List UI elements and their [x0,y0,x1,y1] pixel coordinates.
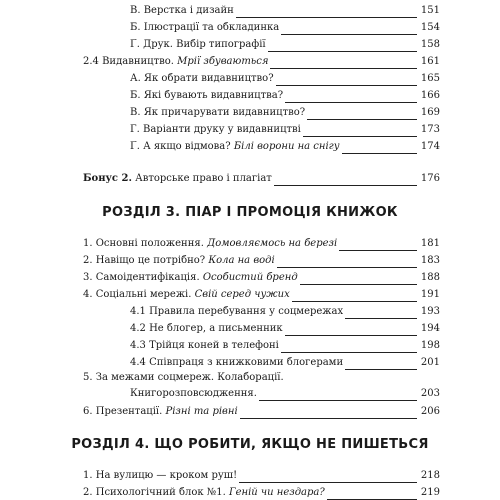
toc-page-number: 154 [420,22,440,33]
toc-entry-prefix: 4. Соціальні мережі. [83,289,195,300]
dot-leader [345,318,417,319]
dot-leader [270,68,416,69]
toc-entry-subtitle: Геній чи нездара? [228,487,325,498]
toc-entry [130,104,440,120]
toc-entry-subtitle: Свій серед чужих [194,289,290,300]
toc-page-number: 173 [420,124,440,135]
toc-page-number: 191 [420,289,440,300]
dot-leader [276,85,417,86]
toc-entry [130,121,440,137]
bonus-label: Бонус 2. [83,173,132,184]
toc-entry [130,19,440,35]
toc-entry [83,53,440,69]
toc-entry-title: 1. На вулицю — кроком руш! [83,470,238,481]
toc-entry-subtitle: Особистий бренд [202,272,298,283]
dot-leader [307,119,417,120]
section-heading: РОЗДІЛ 4. ЩО РОБИТИ, ЯКЩО НЕ ПИШЕТЬСЯ [71,437,429,452]
toc-entry [83,286,440,302]
dot-leader [240,418,417,419]
toc-entry-title: 4.1 Правила перебування у соцмережах [130,306,344,317]
toc-page-number: 169 [420,107,440,118]
dot-leader [285,335,417,336]
dot-leader [259,400,417,401]
toc-page-number: 176 [420,173,440,184]
toc-entry-title: Б. Які бувають видавництва? [130,90,284,101]
toc-entry-bonus [83,170,440,186]
toc-entry-title: 4.2 Не блогер, а письменник [130,323,283,334]
toc-entry [130,138,440,154]
toc-entry-title: Г. Варіанти друку у видавництві [130,124,301,135]
dot-leader [281,34,417,35]
toc-entry-subtitle: Білі ворони на снігу [233,141,340,152]
toc-subentry [130,337,440,353]
toc-entry-prefix: 6. Презентації. [83,406,166,417]
dot-leader [300,284,417,285]
toc-entry [83,269,440,285]
toc-page-number: 203 [420,388,440,399]
toc-entry-title [83,406,238,419]
toc-page-number: 181 [420,238,440,249]
toc-entry [83,467,440,483]
dot-leader [277,267,417,268]
bonus-title: Авторське право і плагіат [131,173,272,184]
toc-entry-title: Книгорозповсюдження. [130,388,257,399]
dot-leader [303,136,417,137]
toc-entry-title: Б. Ілюстрації та обкладинка [130,22,280,33]
toc-entry-title: 4.4 Співпраця з книжковими блогерами [130,357,344,368]
toc-page-number: 219 [420,487,440,498]
dot-leader [285,102,417,103]
toc-entry-title: 4.3 Трійця коней в телефоні [130,340,279,351]
toc-entry-title [83,272,298,285]
toc-entry [83,235,440,251]
section-heading: РОЗДІЛ 3. ПІАР І ПРОМОЦІЯ КНИЖОК [102,205,398,220]
toc-entry-title: А. Як обрати видавництво? [130,73,274,84]
toc-entry-title: В. Верстка і дизайн [130,5,234,16]
toc-entry-prefix: 2. Психологічний блок №1. [83,487,229,498]
toc-entry-prefix: 2.4 Видавництво. [83,56,178,67]
toc-entry-prefix: Ґ. А якщо відмова? [130,141,234,152]
toc-page-number: 194 [420,323,440,334]
toc-subentry [130,354,440,370]
toc-entry [130,36,440,52]
toc-page-number: 188 [420,272,440,283]
toc-page-number: 151 [420,5,440,16]
toc-page-number: 166 [420,90,440,101]
toc-entry-title [130,141,340,154]
dot-leader [281,352,417,353]
toc-page-number: 165 [420,73,440,84]
toc-entry [83,484,440,500]
toc-entry-subtitle: Кола на воді [208,255,275,266]
toc-entry-title [83,487,325,500]
dot-leader [292,301,417,302]
dot-leader [339,250,417,251]
toc-entry-prefix: 2. Навіщо це потрібно? [83,255,209,266]
toc-entry-title [83,56,268,69]
dot-leader [342,153,417,154]
toc-entry-prefix: 1. Основні положення. [83,238,208,249]
toc-entry-title [83,255,275,268]
toc-entry-title [83,238,337,251]
toc-entry-subtitle: Різні та рівні [165,406,238,417]
toc-entry [130,70,440,86]
toc-entry-title: Ґ. Друк. Вибір типографії [130,39,266,50]
toc-entry-title: В. Як причарувати видавництво? [130,107,306,118]
dot-leader [239,482,417,483]
toc-entry [130,385,440,401]
toc-page-number: 198 [420,340,440,351]
dot-leader [274,185,417,186]
toc-entry [130,2,440,18]
toc-entry-prefix: 3. Самоідентифікація. [83,272,203,283]
toc-entry-subtitle: Мрії збуваються [177,56,269,67]
toc-page-number: 161 [420,56,440,67]
toc-subentry [130,320,440,336]
toc-page-number: 174 [420,141,440,152]
toc-page-number: 218 [420,470,440,481]
toc-page-number: 183 [420,255,440,266]
toc-page-number: 193 [420,306,440,317]
toc-entry [83,403,440,419]
toc-page-number: 158 [420,39,440,50]
toc-page-number: 206 [420,406,440,417]
toc-entry-title [83,173,272,186]
dot-leader [268,51,417,52]
toc-page-number: 201 [420,357,440,368]
toc-entry [130,87,440,103]
toc-entry [83,252,440,268]
toc-entry-line1: 5. За межами соцмереж. Колаборації. [83,372,284,383]
toc-entry-title [83,289,290,302]
toc-entry-subtitle: Домовляємось на березі [207,238,338,249]
dot-leader [236,17,417,18]
dot-leader [345,369,417,370]
toc-subentry [130,303,440,319]
